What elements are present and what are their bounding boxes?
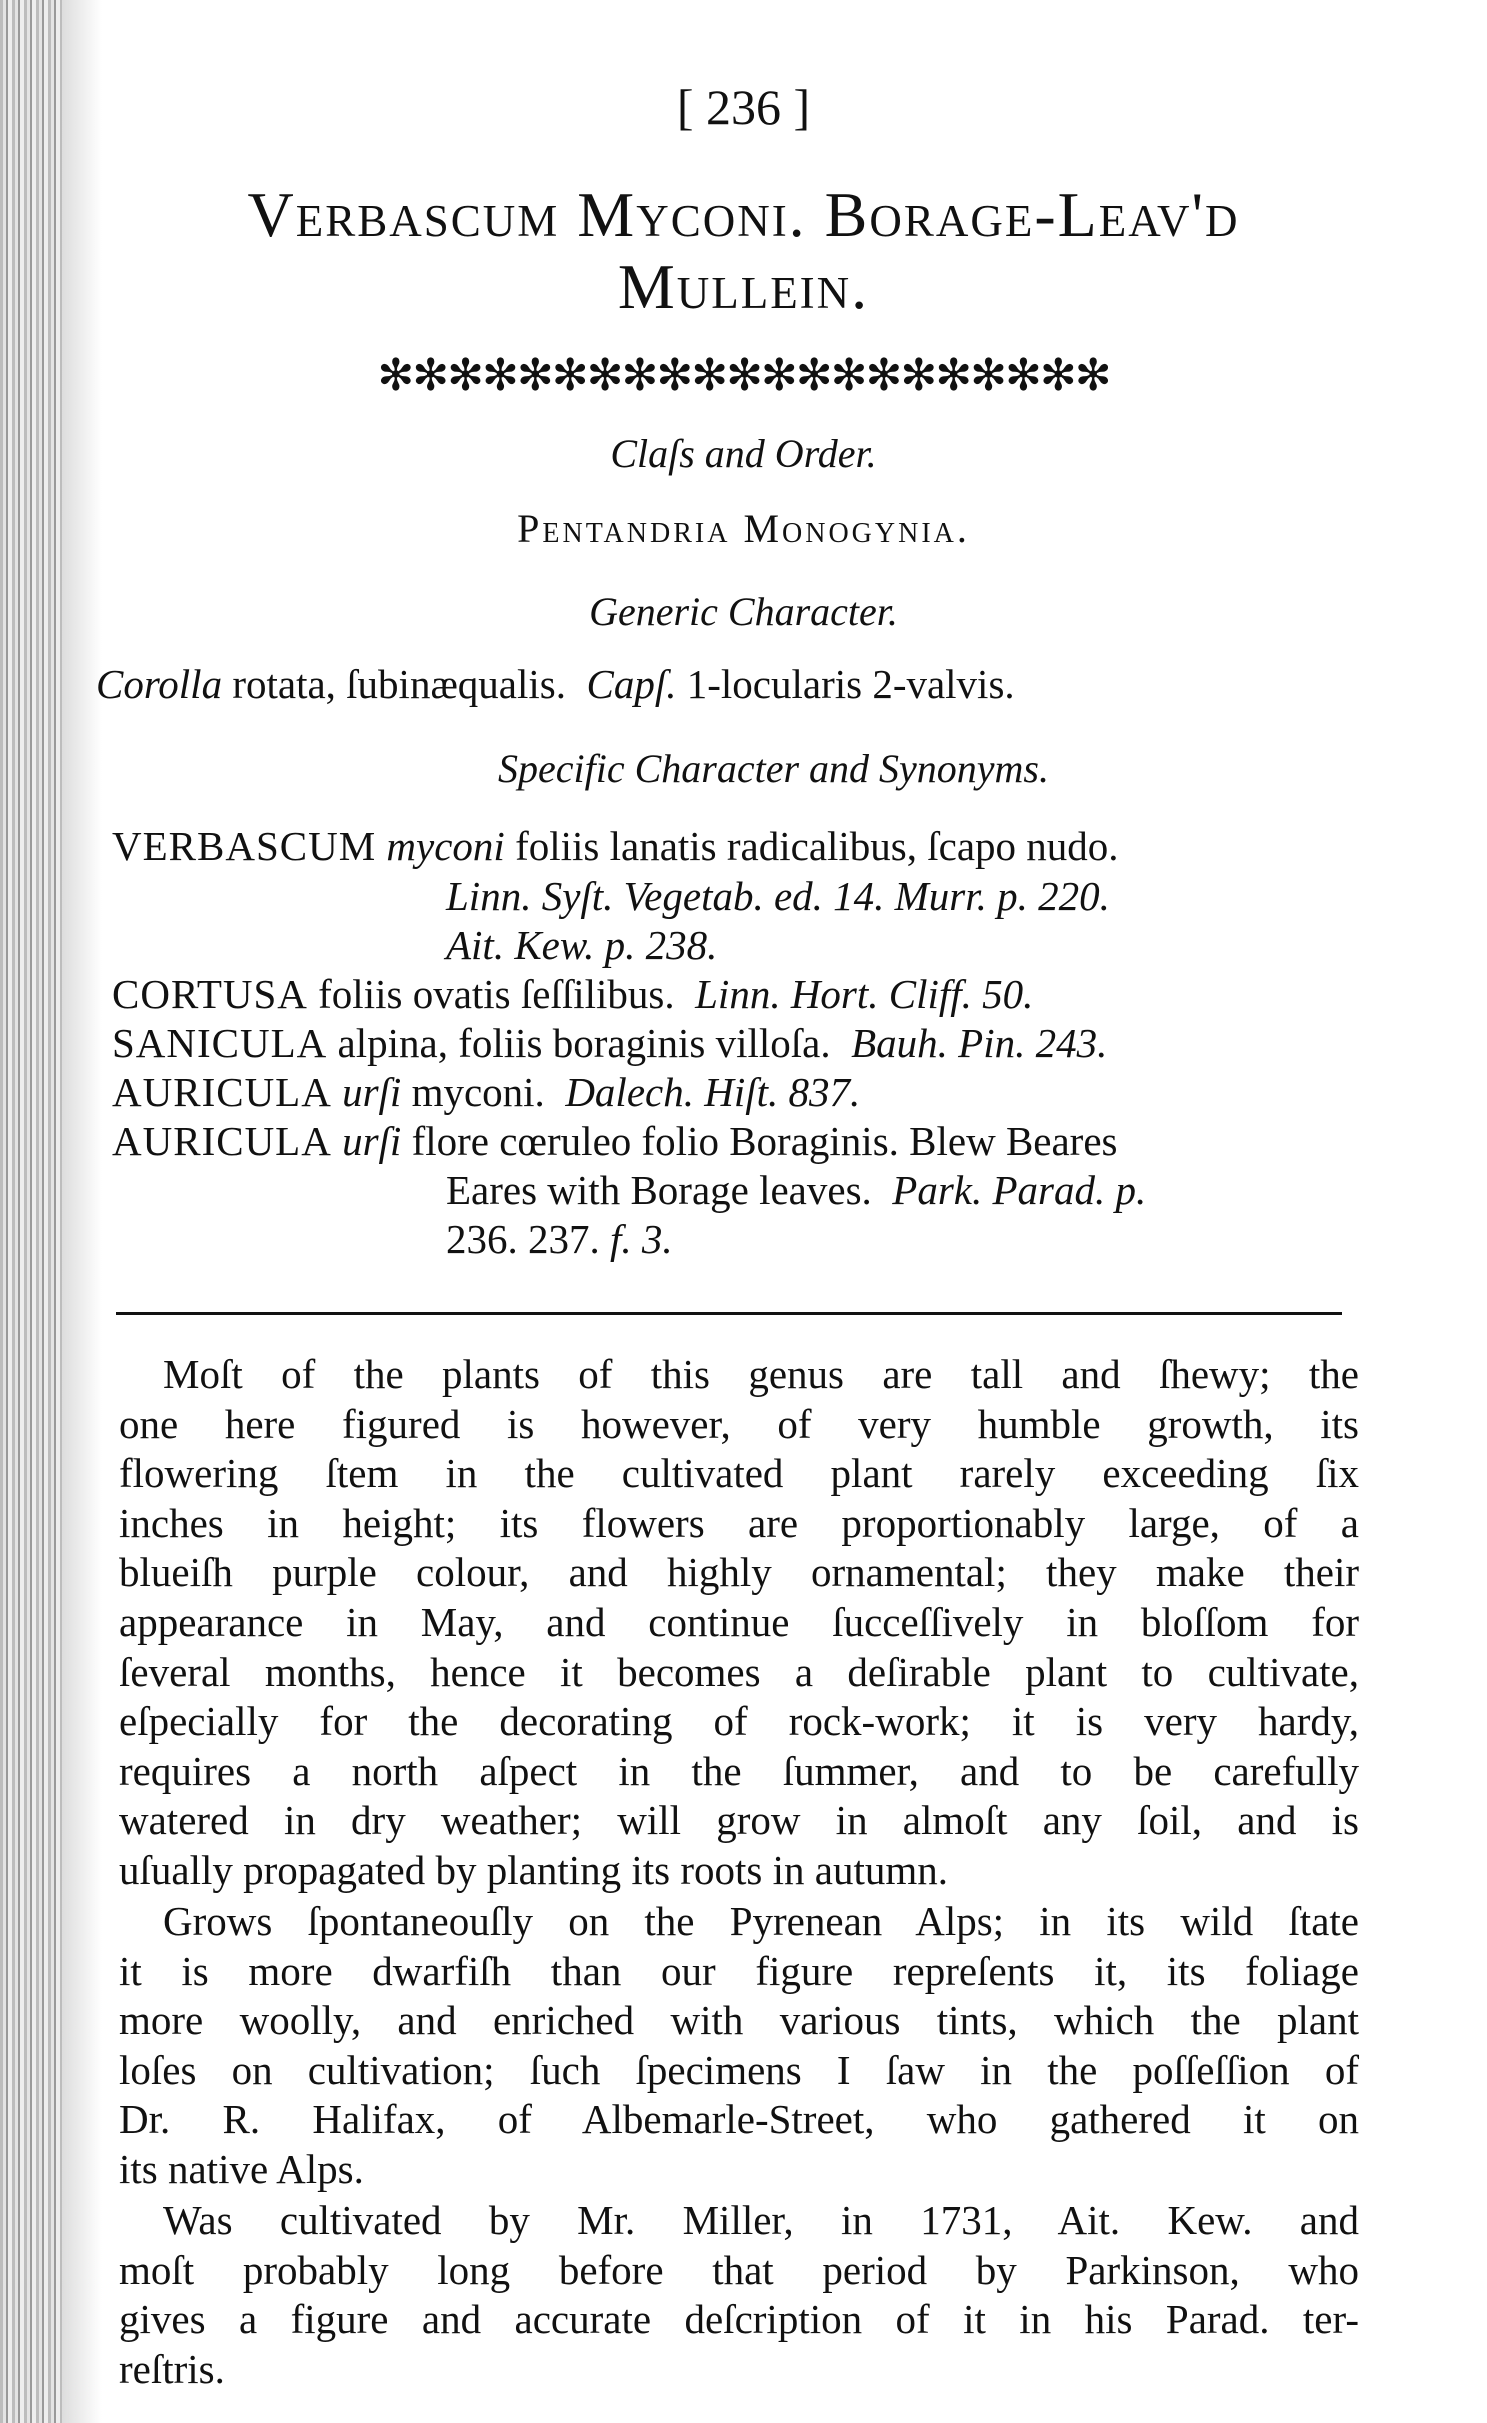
text-line: flowering ſtem in the cultivated plant rarely exceeding ſix: [119, 1450, 1359, 1497]
text-line: one here figured is however, of very humble growth, its: [119, 1400, 1359, 1447]
synonym-text: flore cœruleo folio Boraginis. Blew Beares: [411, 1118, 1118, 1164]
synonym-italic: myconi: [386, 823, 505, 869]
text-line: Grows ſpontaneouſly on the Pyrenean Alps; in its wild ſtate: [163, 1898, 1359, 1944]
synonym-text: 236. 237.: [446, 1216, 600, 1262]
generic-heading: Generic Character.: [589, 589, 898, 634]
synonym-genus: CORTUSA: [112, 971, 308, 1017]
specific-heading: Specific Character and Synonyms.: [498, 746, 1049, 791]
title-line-1: Verbascum Myconi. Borage-Leav'd: [247, 179, 1240, 250]
class-value: Pentandria Monogynia.: [517, 506, 970, 551]
text-line: Moſt of the plants of this genus are tall and ſhewy; the: [163, 1351, 1359, 1397]
text-line: loſes on cultivation; ſuch ſpecimens I ſaw in the poſſeſſion of: [119, 2046, 1359, 2093]
synonym-ref: f. 3.: [610, 1216, 673, 1262]
text-line: it is more dwarfiſh than our figure repreſents it, its foliage: [119, 1947, 1359, 1994]
synonym-cont-line: [446, 1166, 1146, 1214]
synonym-italic: urſi: [342, 1118, 402, 1164]
synonym-ref: Park. Parad. p.: [892, 1167, 1147, 1213]
paragraph-3: [119, 2196, 1359, 2394]
synonym-ref: Bauh. Pin. 243.: [851, 1020, 1108, 1066]
synonym-line: [112, 970, 1033, 1018]
text-line: its native Alps.: [119, 2145, 364, 2192]
synonym-line: [112, 1068, 860, 1116]
synonym-text: foliis lanatis radicalibus, ſcapo nudo.: [515, 823, 1119, 869]
title-line-2: Mullein.: [617, 251, 870, 322]
synonym-text: alpina, foliis boraginis villoſa.: [337, 1020, 831, 1066]
text-line: watered in dry weather; will grow in almoſt any ſoil, and is: [119, 1797, 1359, 1844]
synonym-genus: AURICULA: [112, 1069, 332, 1115]
generic-italic-2: Capſ.: [586, 661, 677, 707]
text-line: blueiſh purple colour, and highly ornamental; they make their: [119, 1549, 1359, 1596]
text-line: uſually propagated by planting its roots in autumn.: [119, 1846, 948, 1893]
text-line: moſt probably long before that period by Parkinson, who: [119, 2246, 1359, 2293]
synonym-text: Eares with Borage leaves.: [446, 1167, 872, 1213]
page-number: [ 236 ]: [676, 79, 811, 135]
generic-character: [96, 660, 1015, 708]
text-line: ſeveral months, hence it becomes a deſirable plant to cultivate,: [119, 1648, 1359, 1695]
synonym-ref: Dalech. Hiſt. 837.: [565, 1069, 861, 1115]
text-line: appearance in May, and continue ſucceſſively in bloſſom for: [119, 1598, 1359, 1645]
synonym-text: myconi.: [411, 1069, 545, 1115]
synonym-line: [112, 1019, 1107, 1067]
text-line: eſpecially for the decorating of rock-work; it is very hardy,: [119, 1698, 1359, 1745]
generic-text-1: rotata, ſubinæqualis.: [222, 661, 587, 707]
synonym-italic: urſi: [342, 1069, 402, 1115]
text-line: Was cultivated by Mr. Miller, in 1731, Ait. Kew. and: [163, 2197, 1359, 2243]
synonym-ref: Linn. Hort. Cliff. 50.: [695, 971, 1034, 1017]
class-heading: Claſs and Order.: [610, 431, 877, 476]
text-line: requires a north aſpect in the ſummer, and to be carefully: [119, 1747, 1359, 1794]
ornament-divider: ✻✻✻✻✻✻✻✻✻✻✻✻✻✻✻✻✻✻✻✻✻: [377, 350, 1110, 401]
synonym-cont-line: [446, 1215, 673, 1263]
synonym-genus: SANICULA: [112, 1020, 328, 1066]
horizontal-rule: [116, 1312, 1342, 1315]
text-line: more woolly, and enriched with various tints, which the plant: [119, 1997, 1359, 2044]
synonym-genus: VERBASCUM: [112, 823, 377, 869]
text-line: inches in height; its flowers are proportionably large, of a: [119, 1499, 1359, 1546]
synonym-ref-line: Ait. Kew. p. 238.: [446, 922, 718, 968]
synonym-genus: AURICULA: [112, 1118, 332, 1164]
generic-text-2: 1-locularis 2-valvis.: [676, 661, 1015, 707]
synonym-ref-line: Linn. Syſt. Vegetab. ed. 14. Murr. p. 220.: [446, 873, 1110, 919]
synonym-line: [112, 1117, 1118, 1165]
text-line: Dr. R. Halifax, of Albemarle-Street, who gathered it on: [119, 2096, 1359, 2143]
synonym-line: [112, 822, 1119, 870]
synonym-text: foliis ovatis ſeſſilibus.: [318, 971, 675, 1017]
paragraph-1: [119, 1350, 1359, 1896]
generic-italic-1: Corolla: [96, 661, 223, 707]
text-line: gives a figure and accurate deſcription of it in his Parad. ter-: [119, 2296, 1359, 2343]
paragraph-2: [119, 1897, 1359, 2195]
text-line: reſtris.: [119, 2345, 225, 2392]
